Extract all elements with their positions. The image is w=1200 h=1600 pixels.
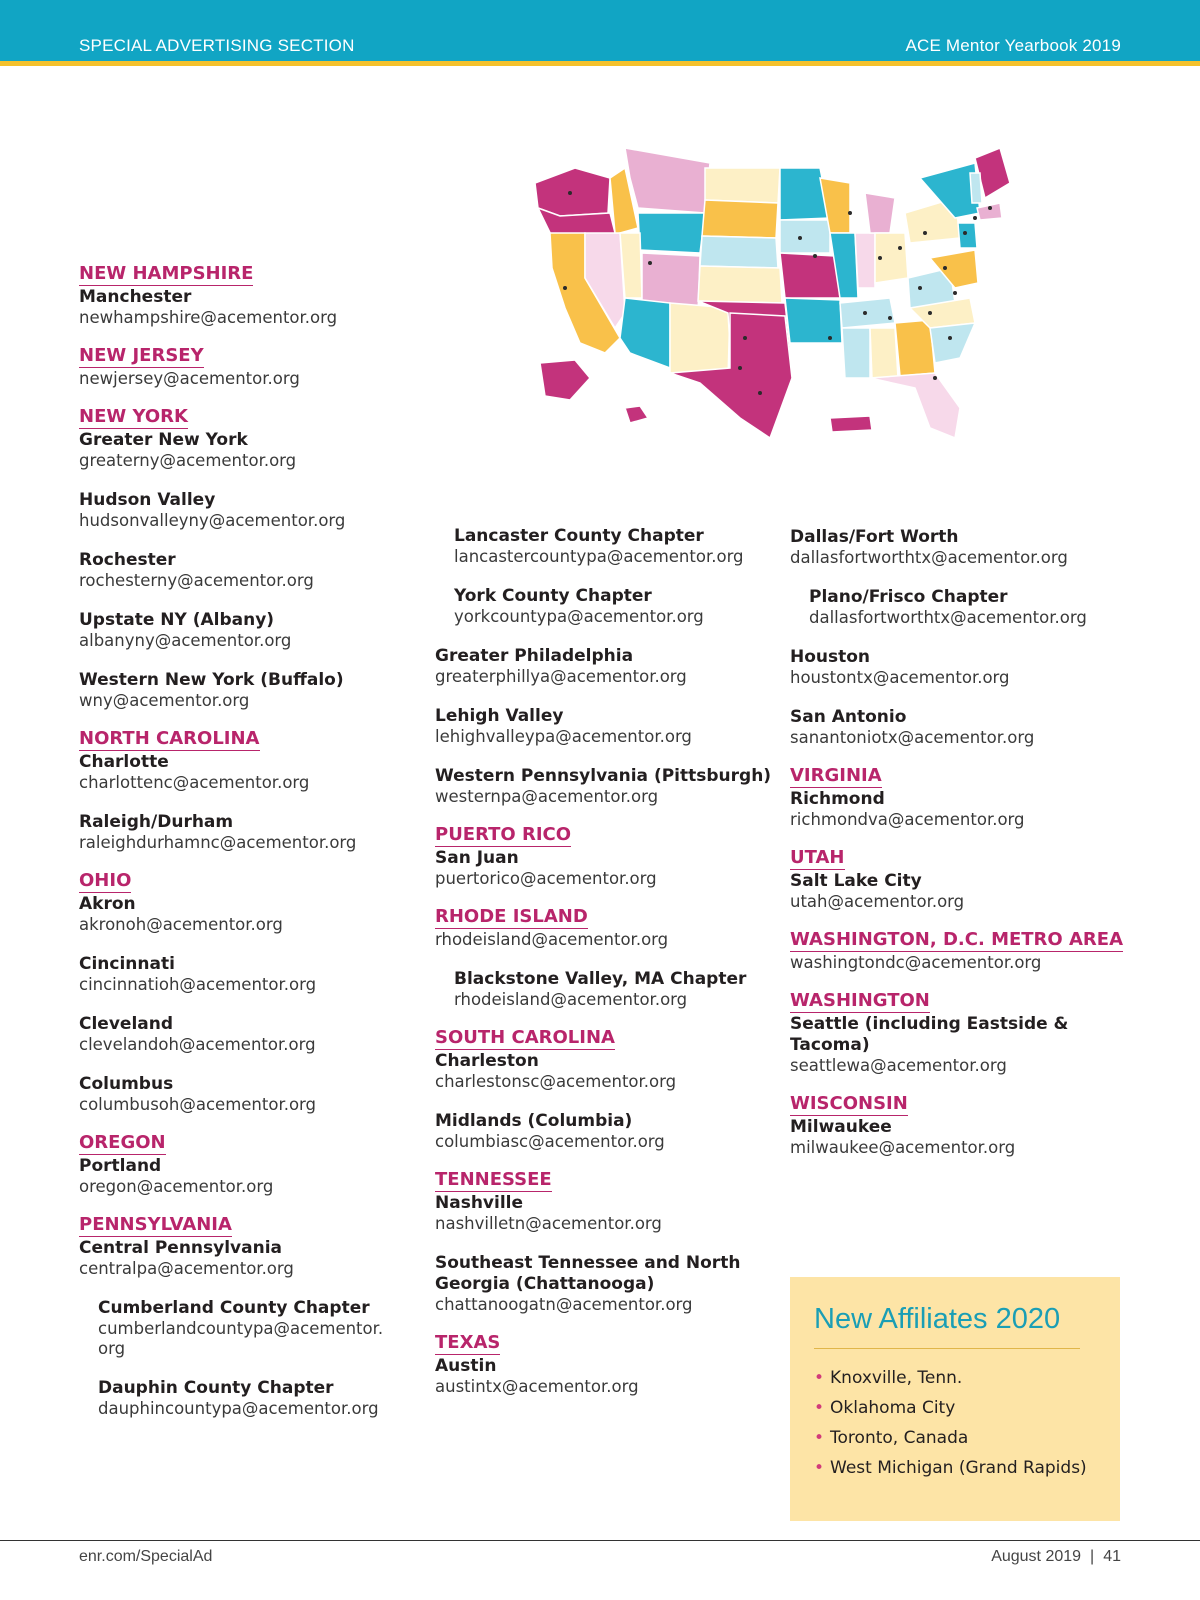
email-link[interactable]: newjersey@acementor.org [79, 369, 300, 388]
city-name: Charleston [435, 1051, 539, 1071]
city-name: San Juan [435, 848, 519, 868]
email-link[interactable]: sanantoniotx@acementor.org [790, 728, 1035, 747]
publication-title: ACE Mentor Yearbook 2019 [905, 36, 1121, 55]
state-heading: SOUTH CAROLINA [435, 1027, 615, 1048]
email-link[interactable]: dallasfortworthtx@acementor.org [790, 548, 1068, 567]
state-group [790, 990, 1130, 1076]
email-link[interactable]: hudsonvalleyny@acementor.org [79, 511, 346, 530]
email-link[interactable]: chattanoogatn@acementor.org [435, 1295, 693, 1314]
state-group [435, 824, 775, 889]
bullet-icon: • [814, 1398, 825, 1418]
state-group [790, 527, 1130, 748]
state-group [79, 728, 409, 853]
state-heading: NEW HAMPSHIRE [79, 263, 254, 284]
city-entry [79, 1074, 409, 1115]
footer-divider [0, 1540, 1200, 1541]
state-heading: NORTH CAROLINA [79, 728, 260, 749]
affiliate-item: • Toronto, Canada [814, 1428, 969, 1448]
city-entry [79, 490, 409, 531]
state-group [435, 1169, 775, 1315]
city-name: Richmond [790, 789, 885, 809]
city-name: Salt Lake City [790, 871, 922, 891]
email-link[interactable]: akronoh@acementor.org [79, 915, 283, 934]
state-group [435, 906, 775, 1010]
email-link[interactable]: charlestonsc@acementor.org [435, 1072, 677, 1091]
email-link[interactable]: albanyny@acementor.org [79, 631, 292, 650]
city-entry [79, 670, 409, 711]
header-bar [0, 0, 1200, 66]
chapter-entry [435, 586, 775, 627]
city-entry [435, 766, 775, 807]
state-heading: OREGON [79, 1132, 166, 1153]
city-name: Hudson Valley [79, 490, 216, 510]
state-heading: PENNSYLVANIA [79, 1214, 232, 1235]
affiliate-item: • West Michigan (Grand Rapids) [814, 1458, 1087, 1478]
city-name: Seattle (including Eastside & Tacoma) [790, 1014, 1069, 1055]
email-link[interactable]: clevelandoh@acementor.org [79, 1035, 316, 1054]
state-heading: NEW YORK [79, 406, 188, 427]
city-name: Columbus [79, 1074, 174, 1094]
us-chapter-map-icon [530, 138, 1050, 453]
email-link[interactable]: lancastercountypa@acementor.org [454, 547, 744, 566]
city-name: Raleigh/Durham [79, 812, 234, 832]
city-entry [435, 1111, 775, 1152]
city-name: Cincinnati [79, 954, 175, 974]
city-name: Midlands (Columbia) [435, 1111, 633, 1131]
city-entry [790, 1117, 1130, 1158]
email-link[interactable]: puertorico@acementor.org [435, 869, 657, 888]
city-entry [79, 1238, 409, 1279]
issue-date: August 2019 [991, 1548, 1082, 1565]
city-entry [435, 646, 775, 687]
city-name: Dallas/Fort Worth [790, 527, 959, 547]
email-link[interactable]: utah@acementor.org [790, 892, 965, 911]
city-name: Plano/Frisco Chapter [809, 587, 1008, 607]
city-entry [790, 789, 1130, 830]
city-entry [435, 1253, 775, 1315]
state-group [79, 1132, 409, 1197]
city-name: Blackstone Valley, MA Chapter [454, 969, 747, 989]
city-name: Rochester [79, 550, 176, 570]
state-heading: RHODE ISLAND [435, 906, 588, 927]
city-entry [79, 369, 409, 389]
state-heading: OHIO [79, 870, 132, 891]
state-group [79, 406, 409, 711]
city-name: Cleveland [79, 1014, 174, 1034]
new-affiliates-list [814, 1363, 1096, 1483]
city-entry [435, 1356, 775, 1397]
email-link[interactable]: houstontx@acementor.org [790, 668, 1010, 687]
email-link[interactable]: yorkcountypa@acementor.org [454, 607, 704, 626]
city-name: Austin [435, 1356, 497, 1376]
city-entry [79, 430, 409, 471]
email-link[interactable]: centralpa@acementor.org [79, 1259, 294, 1278]
bullet-icon: • [814, 1458, 825, 1478]
section-label: SPECIAL ADVERTISING SECTION [79, 36, 355, 55]
state-heading: WISCONSIN [790, 1093, 908, 1114]
city-entry [790, 527, 1130, 568]
email-link[interactable]: rhodeisland@acementor.org [435, 930, 669, 949]
affiliate-item: • Knoxville, Tenn. [814, 1368, 963, 1388]
state-group [79, 345, 409, 389]
chapter-entry [435, 526, 775, 567]
city-entry [79, 610, 409, 651]
city-entry [435, 1193, 775, 1234]
email-link[interactable]: greaterphillya@acementor.org [435, 667, 687, 686]
city-entry [79, 1156, 409, 1197]
state-heading: UTAH [790, 847, 845, 868]
city-entry [790, 647, 1130, 688]
email-link[interactable]: washingtondc@acementor.org [790, 953, 1042, 972]
email-link[interactable]: dauphincountypa@acementor.org [98, 1399, 379, 1418]
city-name: Houston [790, 647, 871, 667]
email-link[interactable]: dallasfortworthtx@acementor.org [809, 608, 1087, 627]
city-name: Greater Philadelphia [435, 646, 634, 666]
state-group [79, 263, 409, 328]
email-link[interactable]: rhodeisland@acementor.org [454, 990, 688, 1009]
city-name: Charlotte [79, 752, 169, 772]
state-group [790, 1093, 1130, 1158]
chapter-entry [435, 969, 775, 1010]
city-name: Southeast Tennessee and North Georgia (Chattanooga) [435, 1253, 741, 1294]
email-link[interactable]: oregon@acementor.org [79, 1177, 274, 1196]
city-entry [79, 1014, 409, 1055]
city-name: San Antonio [790, 707, 907, 727]
email-link[interactable]: richmondva@acementor.org [790, 810, 1025, 829]
chapter-entry [79, 1298, 409, 1359]
state-group [790, 929, 1130, 973]
city-entry [435, 706, 775, 747]
city-name: Milwaukee [790, 1117, 892, 1137]
email-link[interactable]: nashvilletn@acementor.org [435, 1214, 662, 1233]
city-name: Dauphin County Chapter [98, 1378, 334, 1398]
email-link[interactable]: raleighdurhamnc@acementor.org [79, 833, 357, 852]
footer-separator: | [1090, 1548, 1095, 1565]
city-name: Portland [79, 1156, 162, 1176]
email-link[interactable]: lehighvalleypa@acementor.org [435, 727, 692, 746]
city-name: Lehigh Valley [435, 706, 564, 726]
email-link[interactable]: austintx@acementor.org [435, 1377, 639, 1396]
city-entry [790, 871, 1130, 912]
state-group [79, 870, 409, 1115]
bullet-icon: • [814, 1428, 825, 1448]
email-link[interactable]: columbiasc@acementor.org [435, 1132, 665, 1151]
city-name: Lancaster County Chapter [454, 526, 704, 546]
chapter-entry [790, 587, 1130, 628]
directory-column-3 [790, 527, 1130, 1175]
city-entry [790, 953, 1130, 973]
email-link[interactable]: rochesterny@acementor.org [79, 571, 314, 590]
new-affiliates-box [790, 1277, 1120, 1521]
bullet-icon: • [814, 1368, 825, 1388]
state-heading: TEXAS [435, 1332, 501, 1353]
city-entry [79, 287, 409, 328]
city-entry [79, 752, 409, 793]
state-heading: WASHINGTON [790, 990, 930, 1011]
directory-column-1 [79, 263, 409, 1436]
state-group [790, 765, 1130, 830]
city-name: Nashville [435, 1193, 524, 1213]
city-entry [435, 848, 775, 889]
city-entry [79, 954, 409, 995]
state-group [79, 1214, 409, 1419]
city-entry [790, 1014, 1130, 1076]
email-link[interactable]: seattlewa@acementor.org [790, 1056, 1007, 1075]
footer-page-info [991, 1548, 1121, 1566]
city-entry [79, 894, 409, 935]
email-link[interactable]: newhampshire@acementor.org [79, 308, 338, 327]
city-name: York County Chapter [454, 586, 652, 606]
state-group [790, 847, 1130, 912]
email-link[interactable]: cumberlandcountypa@acementor. org [98, 1319, 384, 1358]
email-link[interactable]: wny@acementor.org [79, 691, 250, 710]
state-group [435, 1332, 775, 1397]
email-link[interactable]: cincinnatioh@acementor.org [79, 975, 317, 994]
email-link[interactable]: columbusoh@acementor.org [79, 1095, 317, 1114]
state-heading: WASHINGTON, D.C. METRO AREA [790, 929, 1123, 950]
city-entry [79, 550, 409, 591]
city-name: Akron [79, 894, 136, 914]
city-entry [435, 930, 775, 950]
state-heading: TENNESSEE [435, 1169, 552, 1190]
directory-column-2 [435, 526, 775, 1414]
city-entry [435, 1051, 775, 1092]
city-name: Manchester [79, 287, 192, 307]
email-link[interactable]: greaterny@acementor.org [79, 451, 297, 470]
city-name: Western New York (Buffalo) [79, 670, 344, 690]
affiliate-item: • Oklahoma City [814, 1398, 956, 1418]
city-name: Greater New York [79, 430, 248, 450]
state-heading: PUERTO RICO [435, 824, 572, 845]
new-affiliates-title: New Affiliates 2020 [814, 1303, 1080, 1349]
state-heading: VIRGINIA [790, 765, 882, 786]
state-group [435, 1027, 775, 1152]
email-link[interactable]: westernpa@acementor.org [435, 787, 659, 806]
city-entry [790, 707, 1130, 748]
city-entry [79, 812, 409, 853]
footer-url[interactable]: enr.com/SpecialAd [79, 1548, 213, 1565]
state-heading: NEW JERSEY [79, 345, 204, 366]
chapter-entry [79, 1378, 409, 1419]
page-number: 41 [1103, 1548, 1121, 1565]
email-link[interactable]: charlottenc@acementor.org [79, 773, 310, 792]
email-link[interactable]: milwaukee@acementor.org [790, 1138, 1016, 1157]
city-name: Western Pennsylvania (Pittsburgh) [435, 766, 772, 786]
city-name: Upstate NY (Albany) [79, 610, 275, 630]
state-group [435, 526, 775, 807]
city-name: Central Pennsylvania [79, 1238, 283, 1258]
city-name: Cumberland County Chapter [98, 1298, 370, 1318]
